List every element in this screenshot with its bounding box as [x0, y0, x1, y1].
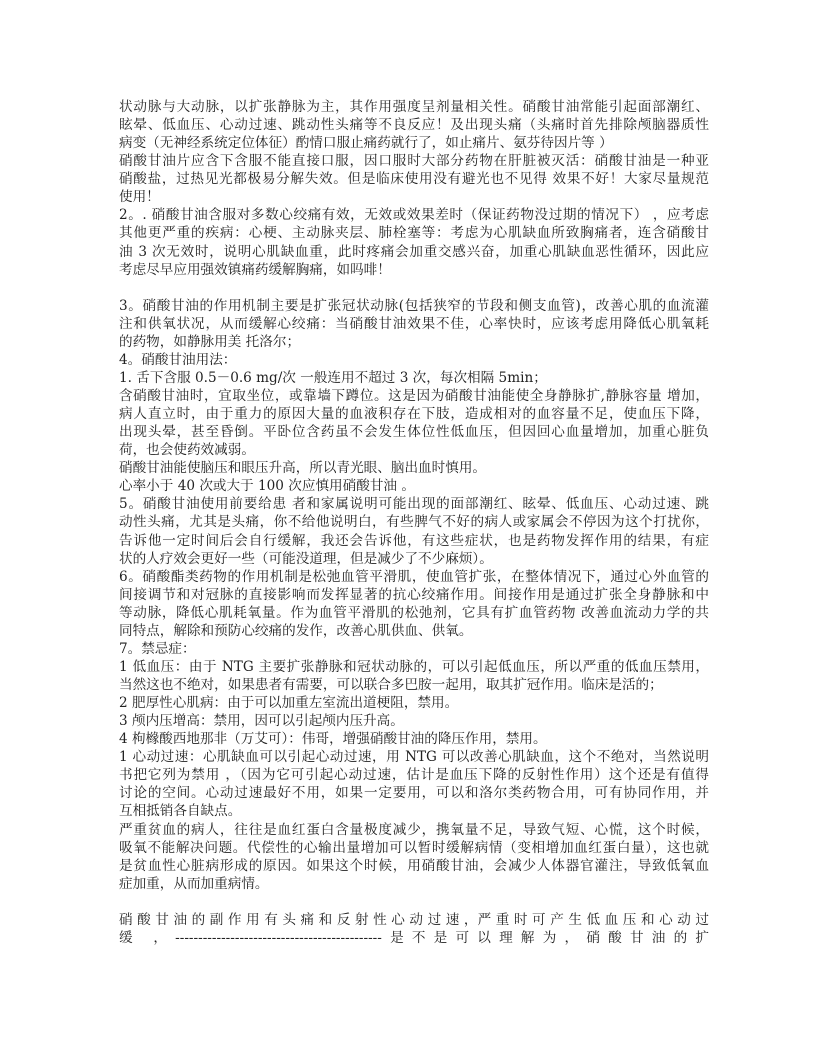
text-line: 严重贫血的病人，往往是血红蛋白含量极度减少，携氧量不足，导致气短、心慌，这个时候， — [119, 821, 709, 838]
text-line: 硝酸甘油片应含下含服不能直接口服，因口服时大部分药物在肝脏被灭活：硝酸甘油是一种亚 — [119, 153, 709, 170]
text-line: 病变（无神经系统定位体征）酌情口服止痛药就行了，如止痛片、氨芬待因片等 ） — [119, 135, 613, 152]
text-line: 6。硝酸酯类药物的作用机制是松弛血管平滑肌，使血管扩张，在整体情况下，通过心外血管的 — [119, 568, 709, 585]
text-line: 硝酸盐，过热见光都极易分解失效。但是临床使用没有避光也不见得 效果不好！大家尽量规范 — [119, 171, 709, 188]
text-line: 是贫血性心脏病形成的原因。如果这个时候，用硝酸甘油，会减少人体器官灌注，导致低氧血 — [119, 857, 709, 874]
text-line: 2 肥厚性心肌病：由于可以加重左室流出道梗阻，禁用。 — [119, 695, 459, 712]
text-line: 眩晕、低血压、心动过速、跳动性头痛等不良反应！及出现头痛（头痛时首先排除颅脑器质性 — [119, 117, 709, 134]
text-line: 症加重，从而加重病情。 — [119, 875, 269, 892]
text-line: 互相抵销各自缺点。 — [119, 803, 242, 820]
text-line: 3。硝酸甘油的作用机制主要是扩张冠状动脉(包括狭窄的节段和侧支血管)，改善心肌的血流灌 — [119, 297, 709, 314]
text-line: 4。硝酸甘油用法： — [119, 351, 237, 368]
text-line: 同特点，解除和预防心绞痛的发作，改善心肌供血、供氧。 — [119, 622, 473, 639]
text-line: 吸氧不能解决问题。代偿性的心输出量增加可以暂时缓解病情（变相增加血红蛋白量），这也就 — [119, 839, 709, 856]
blank-line — [119, 279, 709, 297]
text-line: 3 颅内压增高：禁用，因可以引起颅内压升高。 — [119, 713, 404, 730]
text-line: 1. 舌下含服 0.5－0.6 mg/次 一般连用不超过 3 次，每次相隔 5min； — [119, 369, 547, 386]
text-line: 2。. 硝酸甘油含服对多数心绞痛有效，无效或效果差时（保证药物没过期的情况下） ，应考虑 — [119, 207, 709, 224]
text-line: 1 心动过速：心肌缺血可以引起心动过速，用 NTG 可以改善心肌缺血，这个不绝对，当然说明 — [119, 749, 709, 766]
text-line: 1 低血压：由于 NTG 主要扩张静脉和冠状动脉的，可以引起低血压，所以严重的低血压禁用， — [119, 658, 709, 675]
text-line: 考虑尽早应用强效镇痛药缓解胸痛，如吗啡！ — [119, 261, 391, 278]
text-line: 5。硝酸甘油使用前要给患 者和家属说明可能出现的面部潮红、眩晕、低血压、心动过速、跳 — [119, 496, 709, 513]
text-line: 讨论的空间。心动过速最好不用，如果一定要用，可以和洛尔类药物合用，可有协同作用，并 — [119, 785, 709, 802]
text-line: 动性头痛，尤其是头痛，你不给他说明白，有些脾气不好的病人或家属会不停因为这个打扰你， — [119, 514, 709, 531]
text-line: 使用！ — [119, 189, 160, 206]
text-line: 心率小于 40 次或大于 100 次应慎用硝酸甘油 。 — [119, 478, 415, 495]
text-line: 状的人疗效会更好一些（可能没道理，但是减少了不少麻烦）。 — [119, 550, 493, 567]
text-line: 含硝酸甘油时，宜取坐位，或靠墙下蹲位。这是因为硝酸甘油能使全身静脉扩,静脉容量 增加， — [119, 388, 709, 404]
blank-line — [119, 893, 709, 911]
text-line: 油 3 次无效时，说明心肌缺血重，此时疼痛会加重交感兴奋，加重心肌缺血恶性循环，因此应 — [119, 243, 709, 260]
text-line: 书把它列为禁用 ，（因为它可引起心动过速，估计是血压下降的反射性作用）这个还是有值得 — [119, 767, 709, 784]
text-line: 硝 酸 甘 油 的 副 作 用 有 头 痛 和 反 射 性 心 动 过 速 ，严 重 时 可 产 生 低 血 压 和 心 动 过 — [119, 911, 709, 928]
text-line: 荷，也会使药效减弱。 — [119, 442, 255, 459]
text-line: 等动脉，降低心肌耗氧量。作为血管平滑肌的松弛剂，它具有扩血管药物 改善血流动力学的共 — [119, 604, 709, 621]
text-line: 的药物，如静脉用美 托洛尔； — [119, 333, 301, 350]
text-line: 注和供氧状况，从而缓解心绞痛：当硝酸甘油效果不佳，心率快时，应该考虑用降低心肌氧耗 — [119, 315, 709, 332]
document-body — [119, 98, 709, 947]
text-line: 硝酸甘油能使脑压和眼压升高，所以青光眼、脑出血时慎用。 — [119, 460, 487, 477]
text-line: 告诉他一定时间后会自行缓解，我还会告诉他，有这些症状，也是药物发挥作用的结果，有症 — [119, 532, 709, 549]
text-line: 7。禁忌症： — [119, 640, 196, 657]
text-line: 出现头晕，甚至昏倒。平卧位含药虽不会发生体位性低血压，但因回心血量增加，加重心脏负 — [119, 424, 709, 441]
text-line: 病人直立时，由于重力的原因大量的血液积存在下肢，造成相对的血容量不足，使血压下降， — [119, 406, 709, 423]
text-line: 4 枸橼酸西地那非（万艾可）：伟哥，增强硝酸甘油的降压作用，禁用。 — [119, 731, 547, 748]
text-line: 缓 ，---------------------------------------------是不是可以理解为，硝酸甘油的扩 — [119, 929, 709, 946]
text-line: 其他更严重的疾病：心梗、主动脉夹层、肺栓塞等：考虑为心肌缺血所致胸痛者，连含硝酸甘 — [119, 225, 709, 242]
text-line: 当然这也不绝对，如果患者有需要，可以联合多巴胺一起用，取其扩冠作用。临床是活的； — [119, 677, 663, 693]
text-line: 间接调节和对冠脉的直接影响而发挥显著的抗心绞痛作用。间接作用是通过扩张全身静脉和中 — [119, 586, 709, 603]
text-line: 状动脉与大动脉，以扩张静脉为主，其作用强度呈剂量相关性。硝酸甘油常能引起面部潮红、 — [119, 99, 709, 115]
